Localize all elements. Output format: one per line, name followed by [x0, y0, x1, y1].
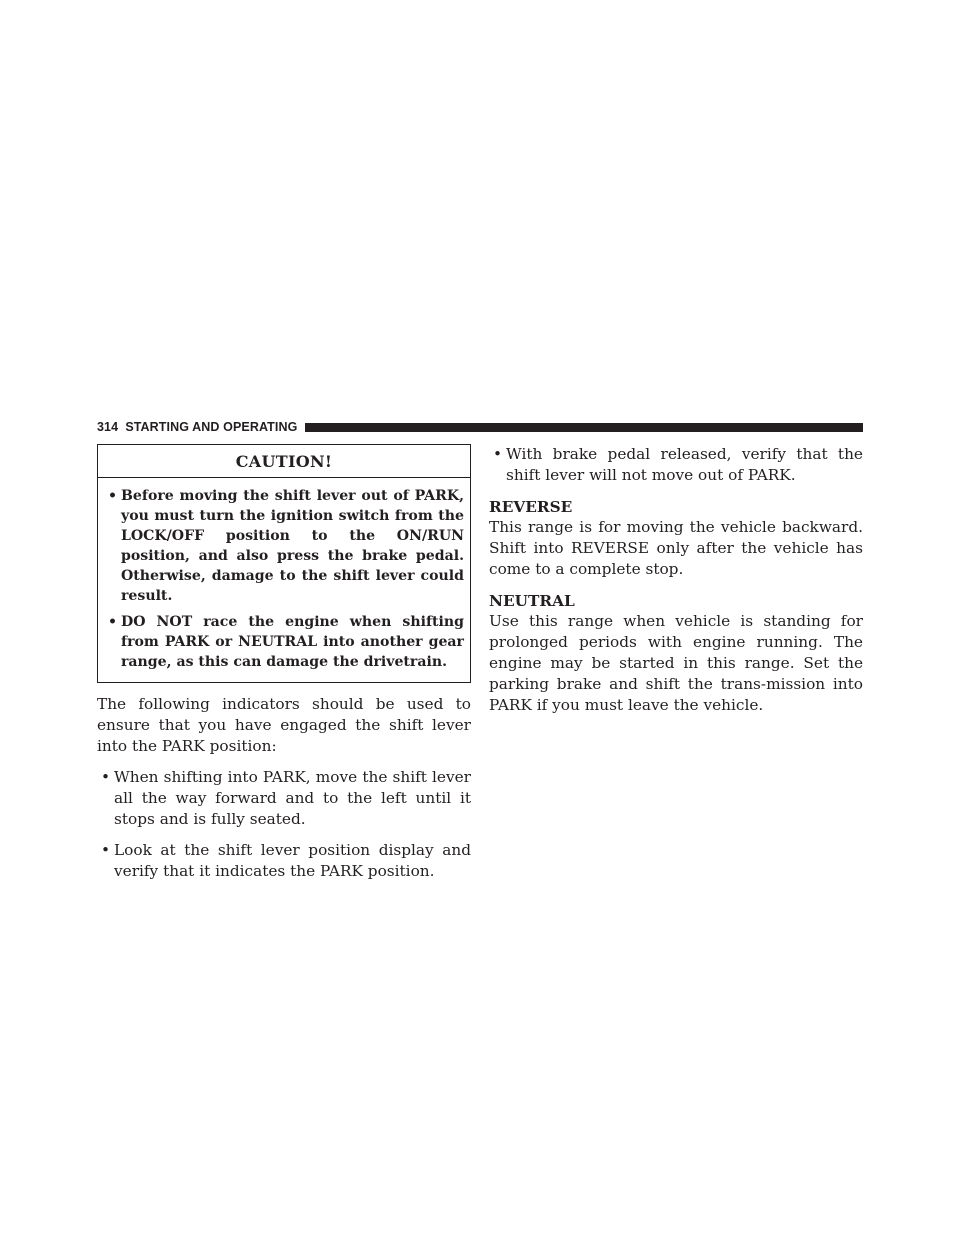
header-rule — [305, 423, 863, 432]
section-heading-reverse: REVERSE — [489, 498, 573, 516]
bullet-glyph: • — [108, 614, 118, 630]
section-body-reverse: This range is for moving the vehicle backward. Shift into REVERSE only after the vehicle has come to a complete stop. — [489, 518, 863, 578]
page-number: 314 — [97, 420, 119, 434]
list-item-text: With brake pedal released, verify that the shift lever will not move out of PARK. — [506, 445, 863, 484]
list-item-text: Look at the shift lever position display and verify that it indicates the PARK position. — [114, 841, 471, 880]
list-item-text: When shifting into PARK, move the shift lever all the way forward and to the left until it stops and is fully seated. — [114, 768, 471, 828]
page-header — [97, 420, 863, 434]
section-heading-neutral: NEUTRAL — [489, 592, 575, 610]
left-column — [97, 444, 471, 892]
list-item — [97, 767, 471, 830]
list-item — [97, 840, 471, 882]
caution-box — [97, 444, 471, 683]
bullet-glyph: • — [108, 488, 118, 504]
right-column — [489, 444, 863, 726]
list-item — [489, 444, 863, 486]
caution-item-text: Before moving the shift lever out of PARK, you must turn the ignition switch from the LOCK/OFF position to the ON/RUN position, and also press the brake pedal. Otherwise, damage to the shift lever could result. — [121, 488, 464, 604]
bullet-glyph: • — [101, 768, 111, 786]
intro-paragraph: The following indicators should be used to ensure that you have engaged the shift lever into the PARK position: — [97, 695, 471, 755]
section-body-neutral: Use this range when vehicle is standing for prolonged periods with engine running. The engine may be started in this range. Set the parking brake and shift the trans-mission into PARK if you must leave the vehicle. — [489, 612, 863, 714]
page-header-text — [97, 420, 297, 434]
section-title: STARTING AND OPERATING — [125, 420, 298, 434]
caution-title: CAUTION! — [98, 445, 470, 478]
caution-item — [104, 486, 464, 606]
caution-item-text: DO NOT race the engine when shifting from PARK or NEUTRAL into another gear range, as this can damage the drivetrain. — [121, 614, 464, 670]
bullet-glyph: • — [101, 841, 111, 859]
caution-item — [104, 612, 464, 672]
bullet-glyph: • — [493, 445, 503, 463]
